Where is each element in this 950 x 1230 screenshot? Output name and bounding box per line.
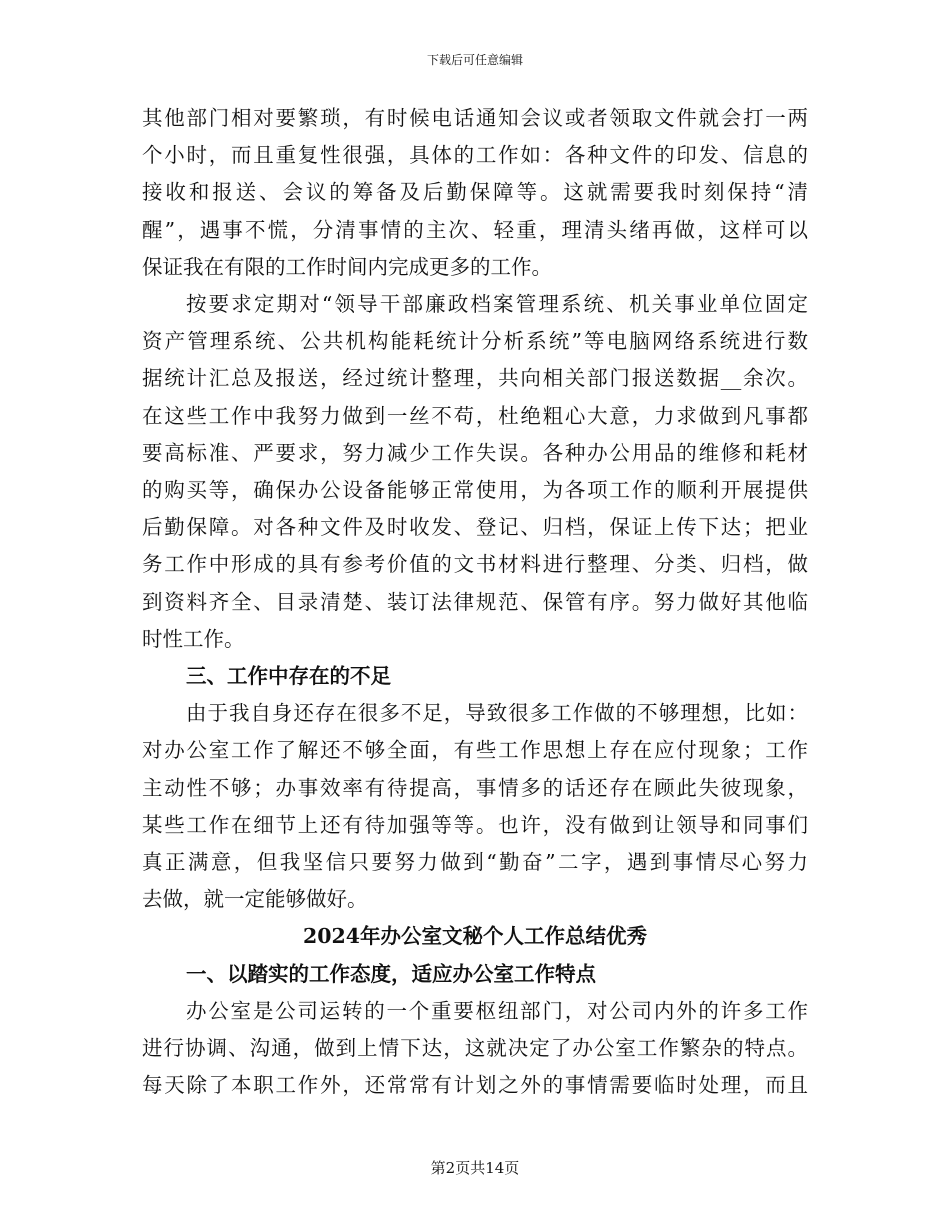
text-line: 资产管理系统、公共机构能耗统计分析系统”等电脑网络系统进行数 (142, 329, 808, 354)
paragraph-shortcomings (142, 695, 808, 918)
text-line: 按要求定期对“领导干部廉政档案管理系统、机关事业单位固定 (186, 292, 808, 317)
document-body (142, 100, 808, 1104)
text-line: 去做，就一定能够做好。 (142, 887, 368, 912)
paragraph-office-workload (142, 100, 808, 286)
section-heading-shortcomings: 三、工作中存在的不足 (186, 664, 391, 689)
text-line: 保证我在有限的工作时间内完成更多的工作。 (142, 254, 552, 279)
text-line: 办公室是公司运转的一个重要枢纽部门，对公司内外的许多工作 (186, 998, 808, 1023)
text-line: 醒”，遇事不慌，分清事情的主次、轻重，理清头绪再做，这样可以 (142, 217, 808, 242)
page-number-footer: 第2页共14页 (430, 1159, 520, 1177)
text-line: 真正满意，但我坚信只要努力做到“勤奋”二字，遇到事情尽心努力 (142, 850, 808, 875)
section-heading-work-attitude: 一、以踏实的工作态度，适应办公室工作特点 (186, 961, 596, 986)
text-line: 每天除了本职工作外，还常常有计划之外的事情需要临时处理，而且 (142, 1073, 808, 1098)
text-line: 后勤保障。对各种文件及时收发、登记、归档，保证上传下达；把业 (142, 515, 808, 540)
text-line: 其他部门相对要繁琐，有时候电话通知会议或者领取文件就会打一两 (142, 106, 808, 130)
text-line: 进行协调、沟通，做到上情下达，这就决定了办公室工作繁杂的特点。 (142, 1036, 808, 1061)
text-line: 主动性不够；办事效率有待提高，事情多的话还存在顾此失彼现象， (142, 775, 808, 800)
text-line: 某些工作在细节上还有待加强等等。也许，没有做到让领导和同事们 (142, 812, 808, 837)
text-line: 在这些工作中我努力做到一丝不苟，杜绝粗心大意，力求做到凡事都 (142, 403, 808, 428)
text-line: 时性工作。 (142, 626, 245, 651)
document-title: 2024年办公室文秘个人工作总结优秀 (302, 924, 648, 949)
text-line: 对办公室工作了解还不够全面，有些工作思想上存在应付现象；工作 (142, 738, 808, 763)
page-header: 下载后可任意编辑 (426, 53, 523, 67)
text-line: 由于我自身还存在很多不足，导致很多工作做的不够理想，比如： (186, 701, 808, 726)
text-line: 个小时，而且重复性很强，具体的工作如：各种文件的印发、信息的 (142, 143, 808, 168)
text-line: 据统计汇总及报送，经过统计整理，共向相关部门报送数据__余次。 (142, 366, 808, 391)
text-line: 要高标准、严要求，努力减少工作失误。各种办公用品的维修和耗材 (142, 440, 808, 465)
paragraph-statistics-work (142, 286, 808, 658)
text-line: 的购买等，确保办公设备能够正常使用，为各项工作的顺利开展提供 (142, 478, 808, 503)
text-line: 接收和报送、会议的筹备及后勤保障等。这就需要我时刻保持“清 (142, 180, 808, 205)
text-line: 到资料齐全、目录清楚、装订法律规范、保管有序。努力做好其他临 (142, 589, 808, 614)
text-line: 务工作中形成的具有参考价值的文书材料进行整理、分类、归档，做 (142, 552, 808, 577)
paragraph-office-hub (142, 993, 808, 1105)
